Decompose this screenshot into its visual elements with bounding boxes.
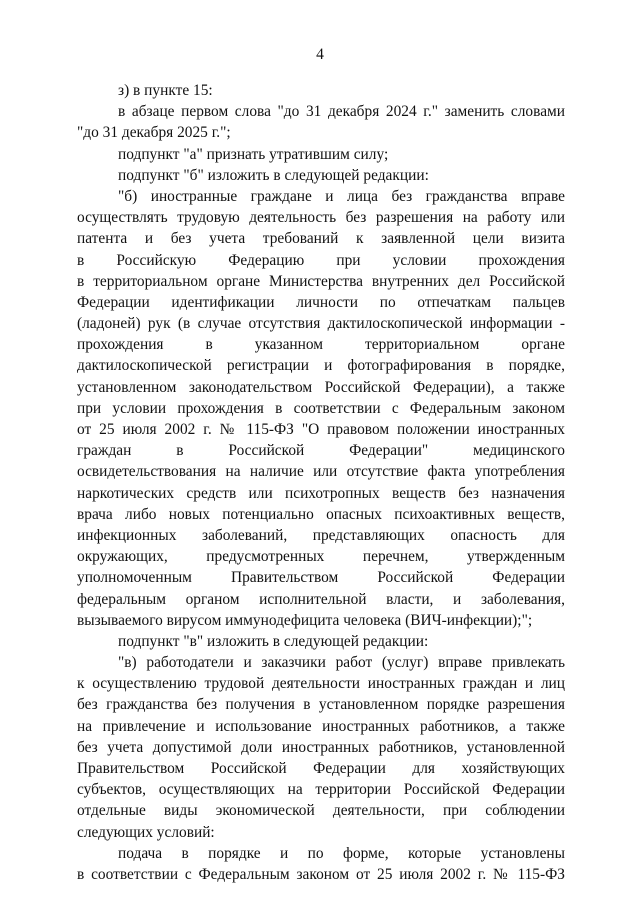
- text-line: от 25 июля 2002 г. № 115-ФЗ "О правовом положении иностранных: [77, 421, 565, 438]
- text-line: федеральным органом исполнительной власти, и заболевания,: [77, 590, 565, 608]
- text-line: подпункт "а" признать утратившим силу;: [118, 145, 389, 163]
- text-line: Федерации идентификации личности по отпечаткам пальцев: [77, 293, 565, 311]
- text-line: Правительством Российской Федерации для хозяйствующих: [77, 760, 565, 777]
- text-line: при условии прохождения в соответствии с Федеральным законом: [77, 399, 565, 417]
- document-body: [77, 80, 565, 885]
- text-line: отдельные виды экономической деятельности, при соблюдении: [77, 802, 565, 820]
- text-line: следующих условий:: [77, 823, 215, 841]
- text-line: врача либо новых потенциально опасных психоактивных веществ,: [77, 505, 565, 523]
- text-line: инфекционных заболеваний, представляющих опасность для: [77, 526, 565, 544]
- text-line: "до 31 декабря 2025 г.";: [77, 124, 231, 142]
- text-line: на привлечение и использование иностранных работников, а также: [77, 717, 565, 735]
- text-line: наркотических средств или психотропных веществ без назначения: [77, 484, 565, 502]
- text-line: установленном законодательством Российской Федерации), а также: [77, 378, 565, 396]
- text-line: освидетельствования на наличие или отсутствие факта употребления: [77, 463, 565, 481]
- text-line: з) в пункте 15:: [118, 82, 213, 99]
- text-line: без гражданства без получения в установленном порядке разрешения: [77, 696, 565, 714]
- text-line: подпункт "в" изложить в следующей редакции:: [118, 632, 429, 650]
- text-line: в Российскую Федерацию при условии прохождения: [77, 251, 565, 269]
- text-line: патента и без учета требований к заявленной цели визита: [77, 230, 565, 248]
- text-line: "в) работодатели и заказчики работ (услуг) вправе привлекать: [118, 654, 565, 672]
- text-line: в соответствии с Федеральным законом от 25 июля 2002 г. № 115-ФЗ: [77, 865, 565, 883]
- text-line: окружающих, предусмотренных перечнем, утвержденным: [77, 548, 565, 566]
- page-number: 4: [316, 46, 324, 63]
- text-line: подача в порядке и по форме, которые установлены: [118, 844, 565, 862]
- text-line: дактилоскопической регистрации и фотографирования в порядке,: [77, 357, 565, 375]
- text-line: без учета допустимой доли иностранных работников, установленной: [77, 738, 565, 756]
- text-line: "б) иностранные граждане и лица без гражданства вправе: [118, 187, 565, 205]
- text-line: в абзаце первом слова "до 31 декабря 2024 г." заменить словами: [118, 103, 565, 121]
- text-line: к осуществлению трудовой деятельности иностранных граждан и лиц: [77, 675, 565, 693]
- text-line: субъектов, осуществляющих на территории Российской Федерации: [77, 781, 565, 799]
- text-line: подпункт "б" изложить в следующей редакции:: [118, 166, 429, 184]
- text-line: граждан в Российской Федерации" медицинского: [77, 442, 565, 460]
- text-line: вызываемого вирусом иммунодефицита человека (ВИЧ-инфекции);";: [77, 611, 533, 629]
- text-line: осуществлять трудовую деятельность без разрешения на работу или: [77, 209, 565, 227]
- text-line: (ладоней) рук (в случае отсутствия дактилоскопической информации -: [77, 315, 565, 333]
- text-line: прохождения в указанном территориальном органе: [77, 336, 565, 354]
- text-line: в территориальном органе Министерства внутренних дел Российской: [77, 272, 565, 290]
- text-line: уполномоченным Правительством Российской Федерации: [77, 569, 565, 587]
